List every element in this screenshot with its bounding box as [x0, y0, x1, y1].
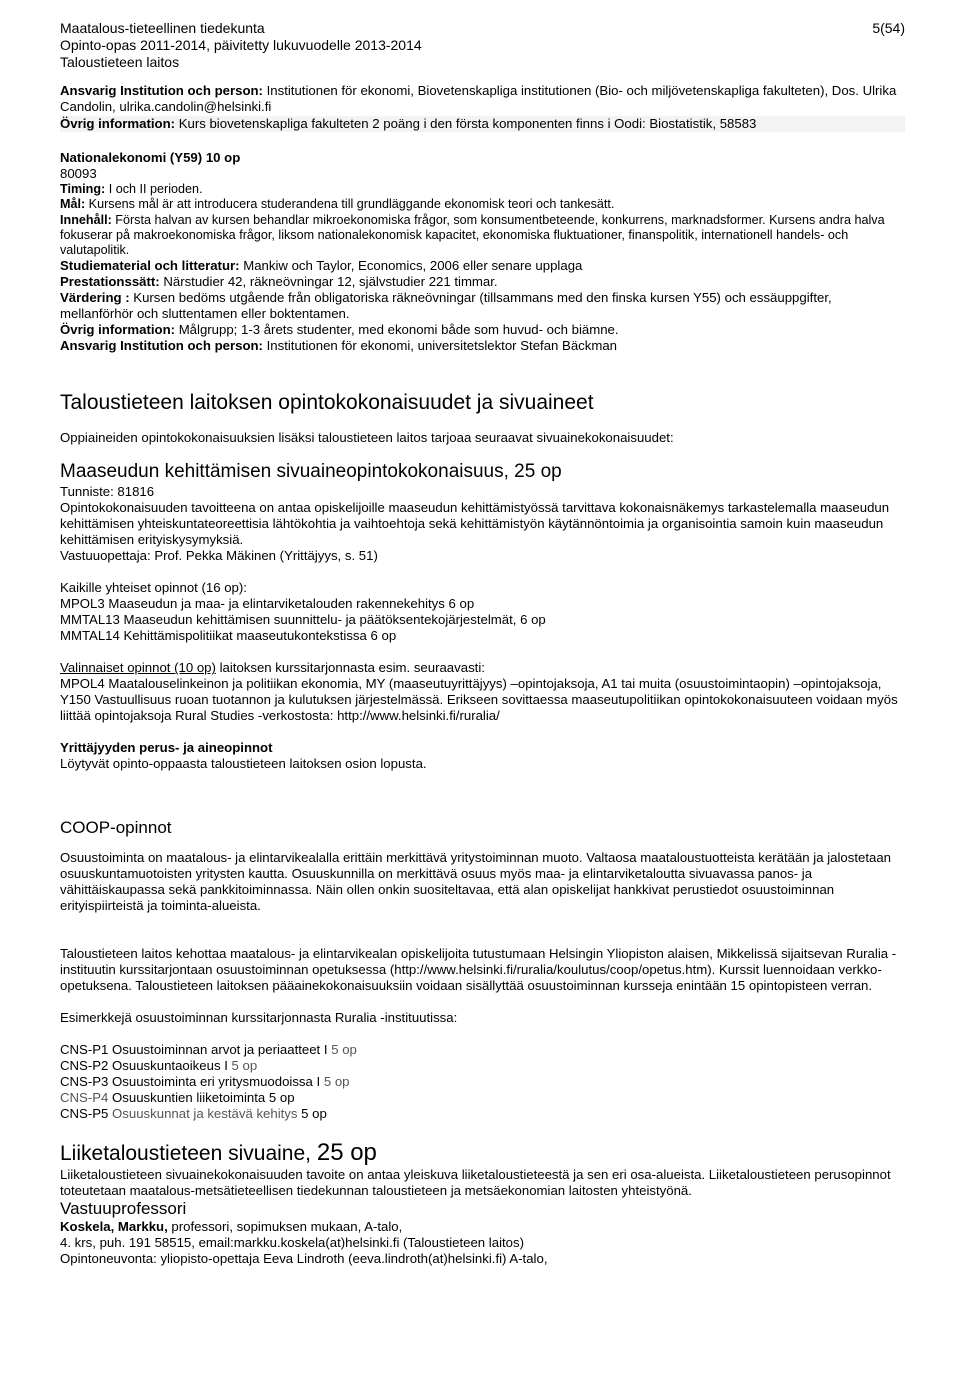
coop-examples-title: Esimerkkejä osuustoiminnan kurssitarjonnasta Ruralia -instituutissa:	[60, 1010, 458, 1026]
unit-teacher: Vastuuopettaja: Prof. Pekka Mäkinen (Yrittäjyys, s. 51)	[60, 548, 378, 564]
list-item: CNS-P5 Osuuskunnat ja kestävä kehitys 5 op	[60, 1106, 327, 1122]
course-block	[60, 150, 905, 354]
coop-course-list	[60, 1042, 905, 1122]
common-item: MMTAL13 Maaseudun kehittämisen suunnittelu- ja päätöksentekojärjestelmät, 6 op	[60, 612, 546, 628]
section-intro: Oppiaineiden opintokokonaisuuksien lisäksi taloustieteen laitos tarjoaa seuraavat sivuainekokonaisuudet:	[60, 430, 674, 446]
section-study-units	[60, 390, 905, 446]
list-item: CNS-P2 Osuuskuntaoikeus I 5 op	[60, 1058, 258, 1074]
section-rural-development	[60, 460, 905, 772]
common-item: MMTAL14 Kehittämispolitiikat maaseutukontekstissa 6 op	[60, 628, 397, 644]
course-title: Nationalekonomi (Y59) 10 op	[60, 150, 241, 165]
list-item: CNS-P1 Osuustoiminnan arvot ja periaatteet I 5 op	[60, 1042, 357, 1058]
unit-identifier: Tunniste: 81816	[60, 484, 155, 500]
course-content: Innehåll: Första halvan av kursen behandlar mikroekonomiska frågor, som konsumentbeteende, konkurrens, marknadsformer. Kursens andra halva fokuserar på makroekonomiska frågor, liksom nationalekonomisk kapacitet, ekonomiska fluktuationer, finanspolitik, internationell handels- och valutapolitik.	[60, 212, 885, 258]
previous-course-tail	[60, 83, 905, 132]
header-guide: Opinto-opas 2011-2014, päivitetty lukuvuodelle 2013-2014	[60, 37, 422, 53]
course-material: Studiematerial och litteratur: Mankiw och Taylor, Economics, 2006 eller senare upplaga	[60, 258, 583, 274]
course-timing: Timing: I och II perioden.	[60, 182, 203, 196]
optional-studies-title: Valinnaiset opinnot (10 op) laitoksen kurssitarjonnasta esim. seuraavasti:	[60, 660, 485, 676]
section-business-minor	[60, 1140, 905, 1267]
section-heading: Maaseudun kehittämisen sivuaineopintokokonaisuus, 25 op	[60, 461, 562, 483]
business-description: Liiketaloustieteen sivuainekokonaisuuden tavoite on antaa yleiskuva liiketaloustieteestä ja sen eri osa-alueista. Liiketaloustieteen perusopinnot toteutetaan maatalous-metsätieteellisen tiedekunnan taloustieteen ja metsäekonomian laitosten yhteistyönä.	[60, 1167, 891, 1199]
course-goal: Mål: Kursens mål är att introducera studerandena till grundläggande ekonomisk teori och tankesätt.	[60, 197, 615, 212]
section-heading: Taloustieteen laitoksen opintokokonaisuudet ja sivuaineet	[60, 391, 594, 415]
professor-info: Koskela, Markku, professori, sopimuksen mukaan, A-talo,	[60, 1219, 403, 1235]
optional-studies-text: MPOL4 Maatalouselinkeinon ja politiikan ekonomia, MY (maaseutuyrittäjyys) –opintojaksoja, A1 tai muita (osuustoimintaopin) –opintojaksoja, Y150 Vastuullisuus ruoan tuotannon ja kulutuksen järjestelmässä. Erikseen sovittaessa maaseutupolitiikan opintokokonaisuuteen voidaan myös liittää opintojaksoja Rural Studies -verkostosta: http://www.helsinki.fi/ruralia/	[60, 676, 898, 724]
document-page	[60, 20, 905, 1267]
list-item: CNS-P3 Osuustoiminta eri yritysmuodoissa I 5 op	[60, 1074, 350, 1090]
list-item: CNS-P4 Osuuskuntien liiketoiminta 5 op	[60, 1090, 295, 1106]
section-coop	[60, 818, 905, 1122]
common-studies-title: Kaikille yhteiset opinnot (16 op):	[60, 580, 247, 596]
header-department: Taloustieteen laitos	[60, 54, 180, 70]
page-number: 5(54)	[872, 20, 905, 36]
professor-contact: 4. krs, puh. 191 58515, email:markku.koskela(at)helsinki.fi (Taloustieteen laitos)	[60, 1235, 524, 1251]
section-heading: Liiketaloustieteen sivuaine, 25 op	[60, 1139, 377, 1167]
course-code: 80093	[60, 166, 97, 181]
coop-paragraph-1: Osuustoiminta on maatalous- ja elintarvikealalla erittäin merkittävä yritystoiminnan muoto. Valtaosa maataloustuotteista kerätään ja jalostetaan osuuskuntamuotoisten yritysten kautta. Osuuskunnilla on merkittävä osuus myös maa- ja elintarviketaloutta sivuavassa panos- ja vähittäiskaupassa sekä pankkitoiminnassa. Näin ollen onkin suositeltavaa, että alan opiskelijat hankkivat perustiedot osuustoiminnan erityispiirteistä ja toiminta-alueista.	[60, 850, 891, 914]
prev-other-info: Övrig information: Kurs biovetenskapliga fakulteten 2 poäng i den första komponenten finns i Oodi: Biostatistik, 58583	[60, 116, 905, 132]
professor-title: Vastuuprofessori	[60, 1199, 187, 1219]
page-header	[60, 20, 905, 71]
course-evaluation: Värdering : Kursen bedöms utgående från obligatoriska räkneövningar (tillsammans med den finska kursen Y55) och essäuppgifter, mellanförhör och sluttentamen eller boktentamen.	[60, 290, 832, 322]
course-responsible: Ansvarig Institution och person: Institutionen för ekonomi, universitetslektor Stefan Bäckman	[60, 338, 617, 354]
unit-description: Opintokokonaisuuden tavoitteena on antaa opiskelijoille maaseudun kehittämistyössä tarvittava kokonaisnäkemys tarkastelemalla maaseudun kehittämisen yhteiskuntateoreettisia lähtökohtia ja vaihtoehtoja sekä kehittämistyön käytännöntoimia ja organisointia samoin kuin maaseudun kehittämisen erityiskysymyksiä.	[60, 500, 890, 548]
study-advice: Opintoneuvonta: yliopisto-opettaja Eeva Lindroth (eeva.lindroth(at)helsinki.fi) A-talo,	[60, 1251, 548, 1267]
prev-responsible: Ansvarig Institution och person: Institutionen för ekonomi, Biovetenskapliga institutionen (Bio- och miljövetenskapliga fakulteten), Dos. Ulrika Candolin, ulrika.candolin@helsinki.fi	[60, 83, 897, 114]
header-faculty: Maatalous-tieteellinen tiedekunta	[60, 20, 265, 36]
section-heading: COOP-opinnot	[60, 818, 172, 838]
course-other-info: Övrig information: Målgrupp; 1-3 årets studenter, med ekonomi både som huvud- och biämne.	[60, 322, 619, 338]
common-item: MPOL3 Maaseudun ja maa- ja elintarviketalouden rakennekehitys 6 op	[60, 596, 475, 612]
entrepreneurship-title: Yrittäjyyden perus- ja aineopinnot	[60, 740, 273, 756]
entrepreneurship-text: Löytyvät opinto-oppaasta taloustieteen laitoksen osion lopusta.	[60, 756, 427, 772]
coop-paragraph-2: Taloustieteen laitos kehottaa maatalous- ja elintarvikealan opiskelijoita tutustumaan Helsingin Yliopiston alaisen, Mikkelissä sijaitsevan Ruralia -instituutin kurssitarjontaan osuustoiminnan opetuksessa (http://www.helsinki.fi/ruralia/koulutus/coop/opetus.htm). Kurssit luennoidaan verkko-opetuksena. Taloustieteen laitoksen pääainekokonaisuuksiin voidaan sisällyttää osuustoiminnan kursseja enintään 15 opintopisteen verran.	[60, 946, 897, 994]
course-performance: Prestationssätt: Närstudier 42, räkneövningar 12, självstudier 221 timmar.	[60, 274, 498, 290]
